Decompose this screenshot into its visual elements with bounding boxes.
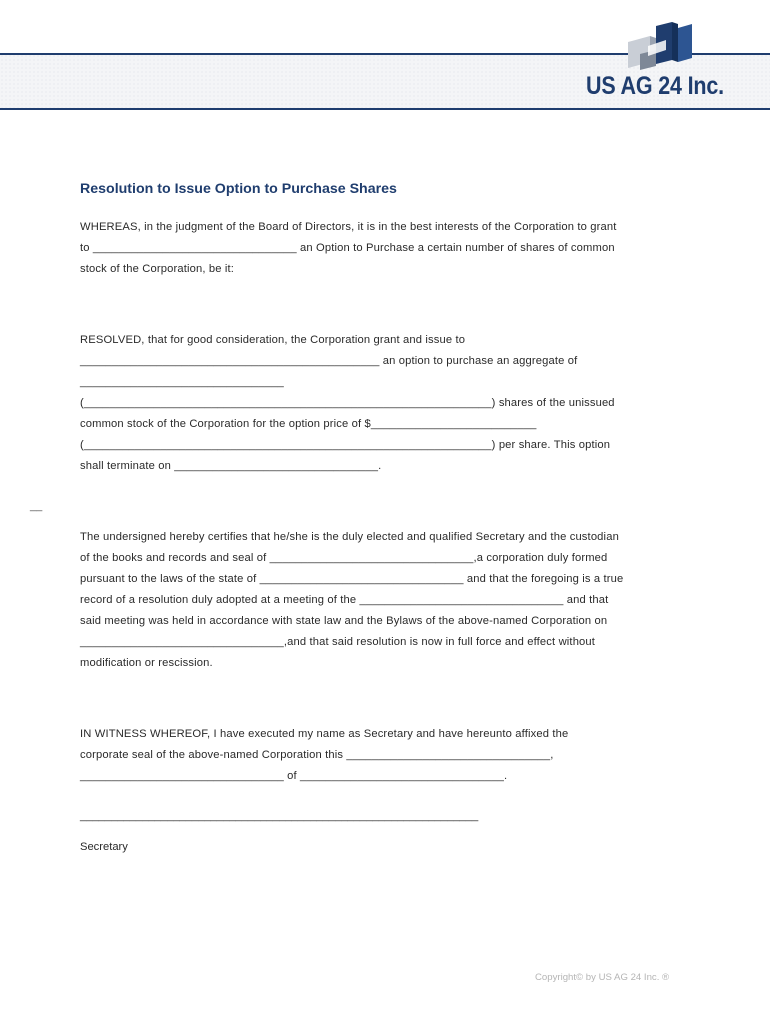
copyright-footer: Copyright© by US AG 24 Inc. ®: [535, 972, 670, 983]
paragraph-line: of the books and records and seal of ________________________________,a corporation duly formed: [80, 552, 608, 564]
paragraph-line: WHEREAS, in the judgment of the Board of Directors, it is in the best interests of the Corporation to grant: [80, 221, 617, 233]
signature-label: Secretary: [80, 841, 128, 853]
signature-line: ________________________________________________________________: [80, 810, 479, 822]
witness-paragraph: [80, 724, 700, 787]
paragraph-line: (________________________________________________________________) per share. This option: [80, 439, 611, 451]
company-name: US AG 24 Inc.: [586, 72, 724, 100]
margin-mark: __: [30, 500, 43, 512]
paragraph-line: shall terminate on ________________________________.: [80, 460, 382, 472]
paragraph-line: to ________________________________ an Option to Purchase a certain number of shares of common: [80, 242, 615, 254]
certification-paragraph: [80, 527, 700, 674]
paragraph-line: IN WITNESS WHEREOF, I have executed my name as Secretary and have hereunto affixed the: [80, 728, 569, 740]
company-logo-icon: [626, 20, 696, 70]
paragraph-line: modification or rescission.: [80, 657, 213, 669]
paragraph-line: RESOLVED, that for good consideration, the Corporation grant and issue to: [80, 334, 466, 346]
paragraph-line: record of a resolution duly adopted at a meeting of the ________________________________ and that: [80, 594, 609, 606]
paragraph-line: (________________________________________________________________) shares of the unissued: [80, 397, 615, 409]
document-title: Resolution to Issue Option to Purchase Shares: [80, 181, 397, 197]
paragraph-line: pursuant to the laws of the state of ________________________________ and that the foregoing is a true: [80, 573, 624, 585]
paragraph-line: ________________________________ of ________________________________.: [80, 770, 508, 782]
paragraph-line: ________________________________,and that said resolution is now in full force and effect without: [80, 636, 596, 648]
paragraph-line: corporate seal of the above-named Corporation this ________________________________,: [80, 749, 554, 761]
paragraph-line: ________________________________: [80, 376, 284, 388]
resolved-paragraph: [80, 330, 700, 477]
paragraph-line: said meeting was held in accordance with state law and the Bylaws of the above-named Corporation on: [80, 615, 608, 627]
paragraph-line: _______________________________________________ an option to purchase an aggregate of: [80, 355, 578, 367]
header-rule-bottom: [0, 108, 770, 110]
paragraph-line: The undersigned hereby certifies that he/she is the duly elected and qualified Secretary and the custodian: [80, 531, 619, 543]
whereas-paragraph: [80, 217, 700, 280]
paragraph-line: common stock of the Corporation for the option price of $__________________________: [80, 418, 537, 430]
paragraph-line: stock of the Corporation, be it:: [80, 263, 235, 275]
